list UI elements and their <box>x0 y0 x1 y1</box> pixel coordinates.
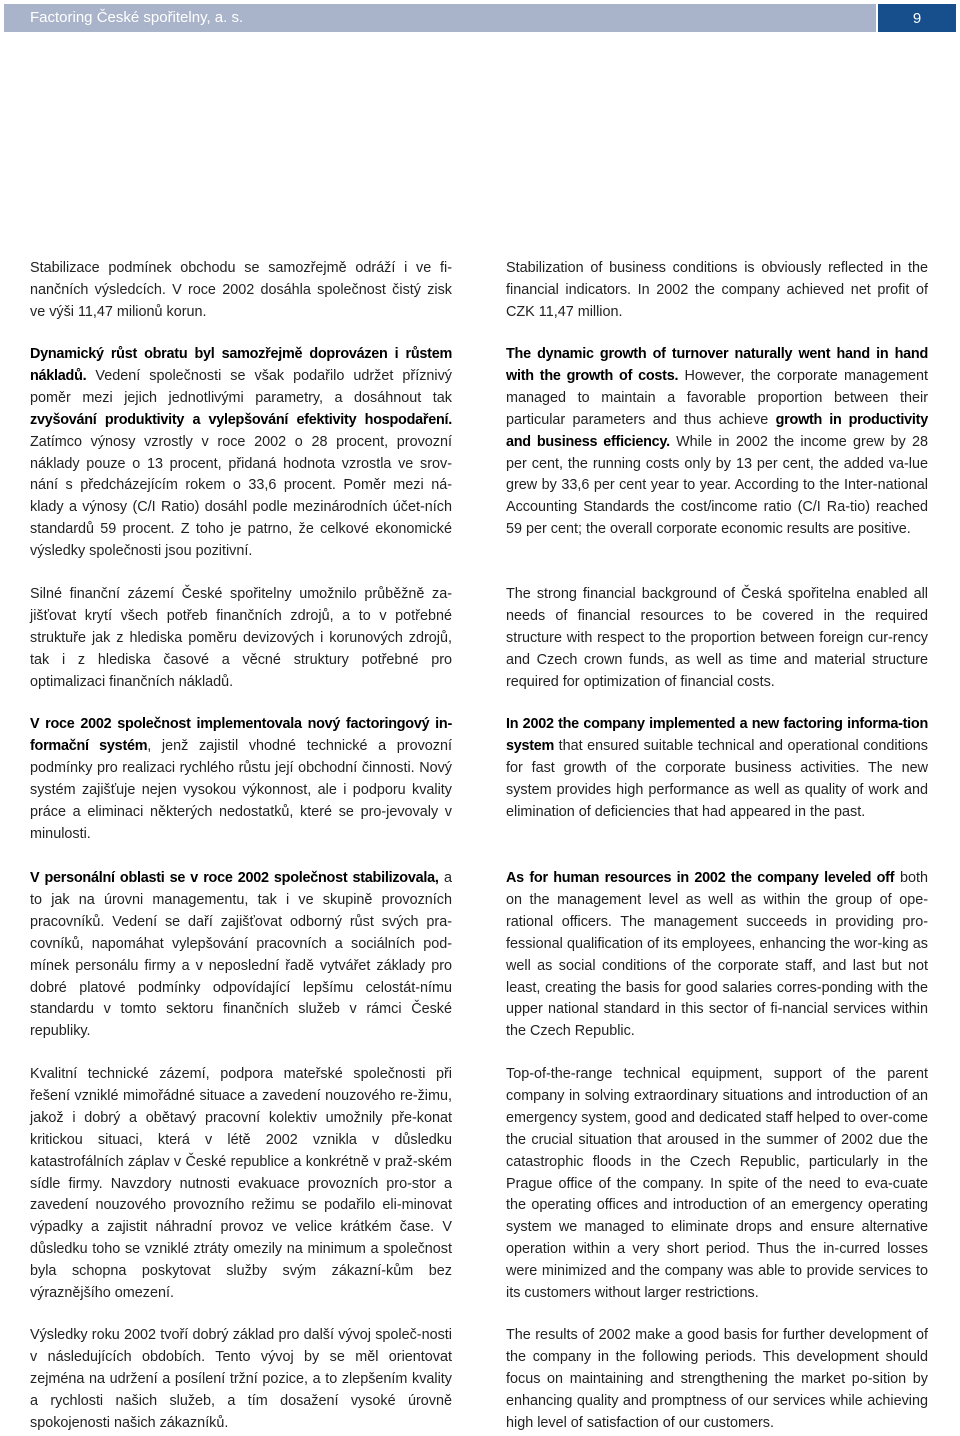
page-header-title: Factoring České spořitelny, a. s. <box>30 9 244 26</box>
body-text: Výsledky roku 2002 tvoří dobrý základ pro další vývoj společ-nosti v následujících obdobích. Tento vývoj by se měl orientovat zejména na udržení a posílení tržní pozice, a to zlepšením kvality a rychlosti našich služeb, a tím dosažení vysoké úrovně spokojenosti našich zákazníků. <box>30 1327 452 1431</box>
body-text: However, the corporate management managed to maintain a favorable proportion between their particular parameters and thus achieve <box>506 367 929 428</box>
paragraph <box>506 584 928 694</box>
paragraph <box>506 258 928 324</box>
paragraph <box>506 344 928 541</box>
body-text: Kvalitní technické zázemí, podpora mateřské společnosti při řešení vzniklé mimořádné situace a zavedení nouzového re-žimu, jakož i dobrý a obětavý pracovní kolektiv umožnily pře-konat kritickou situaci, která v létě 2002 vznikla v důsledku katastrofálních záplav v České republice a konkrétně v praž-ském sídle firmy. Navzdory nutnosti evakuace provozních pro-stor a zavedení nouzového provozního režimu se podařilo eli-minovat výpadky a zajistit náhradní provoz ve velice krátkém čase. V důsledku toho se vzniklé ztráty omezily na minimum a společnost byla schopna poskytovat služby svým zákazní-kům bez výraznějšího omezení. <box>30 1066 452 1302</box>
body-text: both on the management level as well as within the group of ope-rational officers. The management succeeds in providing pro-fessional qualification of its employees, enhancing the wor-king as well as social conditions of the corporate staff, and last but not least, creating the basis for good salaries corres-ponding with the upper national standard in this sector of fi-nancial services within the Czech Republic. <box>506 870 928 1040</box>
paragraph <box>30 584 452 694</box>
body-text: While in 2002 the income grew by 28 per cent, the running costs only by 13 per cent, the added va-lue grew by 33,6 per cent year to year. According to the Inter-national Accounting Standards the cost/income ratio (C/I Ra-tio) reached 59 per cent; the overall corporate economic results are positive. <box>506 433 928 538</box>
paragraph <box>30 344 452 563</box>
body-text: Top-of-the-range technical equipment, support of the parent company in solving extraordinary situations and introduction of an emergency system, good and dedicated staff helped to over-come the crucial situation that aroused in the summer of 2002 due the catastrophic floods in the Czech Republic, particularly in the Prague office of the company. In spite of the need to eva-cuate the operating offices and introduction of an emergency operating system we managed to eliminate drops and ensure alternative operation within a very short period. Thus the in-curred losses were minimized and the company was able to provide services to its customers without larger restrictions. <box>506 1066 928 1302</box>
body-text: The results of 2002 make a good basis for further development of the company in the following periods. This development should focus on maintaining and strengthening the market po-sition by enhancing quality and promptness of our services while achieving high level of satisfaction of our customers. <box>506 1327 928 1431</box>
body-text: Stabilizace podmínek obchodu se samozřejmě odráží i ve fi-nančních výsledcích. V roce 2002 dosáhla společnost čistý zisk ve výši 11,47 milionů korun. <box>30 260 452 320</box>
body-text: Stabilization of business conditions is obviously reflected in the financial indicators. In 2002 the company achieved net profit of CZK 11,47 million. <box>506 260 928 320</box>
emphasis-text: In 2002 the company implemented a new factoring informa-tion system <box>506 716 928 754</box>
emphasis-text: zvyšování produktivity a vylepšování efektivity hospodaření. <box>30 411 452 428</box>
body-text: a to jak na úrovni managementu, tak i ve skupině provozních pracovníků. Vedení se daří zajišťovat odborný růst svých pra-covníků, napomáhat vylepšování pracovních a sociálních pod-mínek personálu firmy a v neposlední řadě vytvářet základy pro dobré platové podmínky odpovídající lepšímu celostát-nímu standardu v tomto sektoru finančních služeb v rámci České republiky. <box>30 870 452 1040</box>
emphasis-text: As for human resources in 2002 the company leveled off <box>506 870 895 886</box>
body-text: The strong financial background of Česká spořitelna enabled all needs of financial resources to be covered in the required structure with respect to the proportion between foreign cur-rency and Czech crown funds, as well as time and material structure required for optimization of financial costs. <box>506 586 928 690</box>
paragraph <box>30 868 452 1043</box>
body-text: Silné finanční zázemí České spořitelny umožnilo průběžně za-jišťovat krytí všech potřeb finančních zdrojů, a to v potřebné struktuře jak z hlediska poměru devizových i korunových zdrojů, tak i z hlediska časové a věcné struktury potřebné pro optimalizaci finančních nákladů. <box>30 586 452 690</box>
page-number: 9 <box>878 4 956 32</box>
paragraph <box>30 714 452 845</box>
paragraph <box>30 1325 452 1435</box>
emphasis-text: V personální oblasti se v roce 2002 společnost stabilizovala, <box>30 870 439 886</box>
emphasis-text: The dynamic growth of turnover naturally went hand in hand with the growth of costs. <box>506 346 928 384</box>
paragraph <box>506 1064 928 1305</box>
body-text: that ensured suitable technical and operational conditions for fast growth of the corporate business activities. The new system provides high performance as well as quality of work and elimination of deficiencies that had appeared in the past. <box>506 737 928 820</box>
paragraph <box>30 258 452 324</box>
paragraph <box>506 868 928 1043</box>
paragraph <box>506 714 928 824</box>
body-text: Zatímco výnosy vzrostly v roce 2002 o 28 procent, provozní náklady pouze o 13 procent, přidaná hodnota vzrostla ve srov-nání s předcházejícím rokem o 33,6 procent. Poměr mezi ná-klady a výnosy (C/I Ratio) dosáhl podle mezinárodních účet-ních standardů 59 procent. Z toho je patrno, že celkové ekonomické výsledky společnosti jsou pozitivní. <box>30 433 452 560</box>
paragraph <box>506 1325 928 1435</box>
emphasis-text: growth in productivity and business efficiency. <box>506 411 928 450</box>
paragraph <box>30 1064 452 1305</box>
body-text: Vedení společnosti se však podařilo udržet příznivý poměr mezi jejich jednotlivými parametry, a dosáhnout tak <box>30 367 452 406</box>
emphasis-text: V roce 2002 společnost implementovala nový factoringový in-formační systém <box>30 716 452 754</box>
emphasis-text: Dynamický růst obratu byl samozřejmě doprovázen i růstem nákladů. <box>30 346 452 384</box>
body-text: , jenž zajistil vhodné technické a provozní podmínky pro realizaci rychlého růstu její obchodní činnosti. Nový systém zajišťuje nejen vysokou výkonnost, ale i podporu kvality práce a eliminaci některých nedostatků, které se pro-jevovaly v minulosti. <box>30 737 452 842</box>
